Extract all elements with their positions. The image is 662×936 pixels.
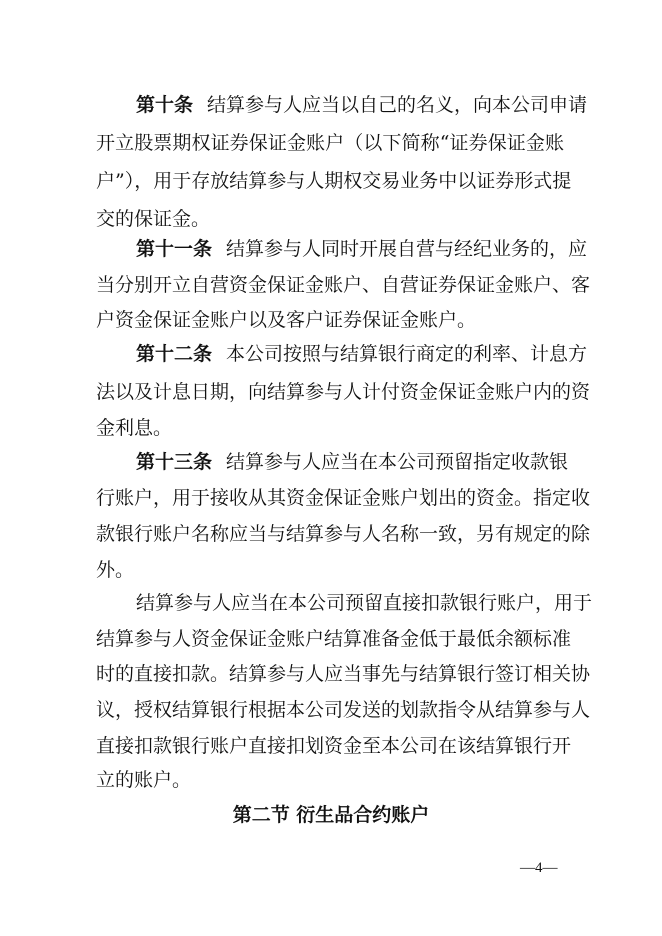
paragraph-line: 开立股票期权证券保证金账户（以下简称“证券保证金账 xyxy=(96,132,564,154)
paragraph-text: 本公司按照与结算银行商定的利率、计息方 xyxy=(226,343,588,365)
paragraph-line: 当分别开立自营资金保证金账户、自营证券保证金账户、客 xyxy=(96,274,591,296)
paragraph-line: 外。 xyxy=(96,559,135,581)
paragraph-line: 户”），用于存放结算参与人期权交易业务中以证券形式提 xyxy=(96,170,572,192)
paragraph-line xyxy=(136,449,569,475)
paragraph-line: 款银行账户名称应当与结算参与人名称一致，另有规定的除 xyxy=(96,523,591,545)
paragraph-line: 户资金保证金账户以及客户证券保证金账户。 xyxy=(96,309,477,331)
paragraph-line: 交的保证金。 xyxy=(96,208,211,230)
paragraph-text: 结算参与人应当以自己的名义，向本公司申请 xyxy=(207,94,588,116)
article-label: 第十二条 xyxy=(136,343,213,365)
paragraph-line: 直接扣款银行账户直接扣划资金至本公司在该结算银行开 xyxy=(96,735,572,757)
paragraph-line: 法以及计息日期，向结算参与人计付资金保证金账户内的资 xyxy=(96,381,591,403)
section-heading: 第二节 衍生品合约账户 xyxy=(232,804,430,826)
paragraph-line: 金利息。 xyxy=(96,417,173,439)
page-number: —4— xyxy=(520,860,558,876)
paragraph-text: 结算参与人应当在本公司预留指定收款银 xyxy=(226,451,569,473)
paragraph-line xyxy=(136,341,588,367)
article-label: 第十条 xyxy=(136,94,194,116)
paragraph-line: 时的直接扣款。结算参与人应当事先与结算银行签订相关协 xyxy=(96,663,591,685)
paragraph-line: 行账户，用于接收从其资金保证金账户划出的资金。指定收 xyxy=(96,487,591,509)
article-label: 第十一条 xyxy=(136,238,213,260)
paragraph-line xyxy=(136,236,588,262)
paragraph-line: 结算参与人应当在本公司预留直接扣款银行账户，用于 xyxy=(136,592,593,614)
paragraph-text: 结算参与人同时开展自营与经纪业务的，应 xyxy=(226,238,588,260)
paragraph-line: 立的账户。 xyxy=(96,769,192,791)
paragraph-line: 结算参与人资金保证金账户结算准备金低于最低余额标准 xyxy=(96,628,572,650)
article-label: 第十三条 xyxy=(136,451,213,473)
paragraph-line xyxy=(136,92,588,118)
paragraph-line: 议，授权结算银行根据本公司发送的划款指令从结算参与人 xyxy=(96,699,591,721)
